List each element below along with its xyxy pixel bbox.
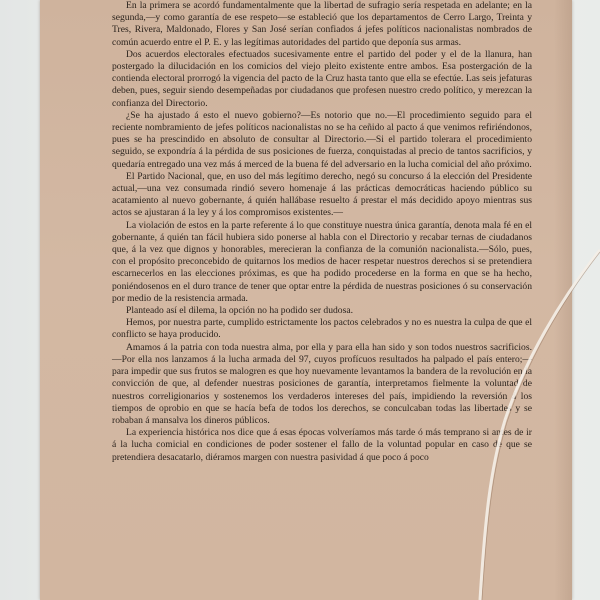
paragraph-9: La experiencia histórica nos dice que á esas épocas volveríamos más tarde ó más temprano si antes de ir á la lucha comicial en condiciones de poder sostener el fallo de la voluntad popular en caso de que se pretendiera desacatarlo, diéramos margen con nuestra pasividad á que poco á poco: [112, 427, 532, 463]
paragraph-1: En la primera se acordó fundamentalmente que la libertad de sufragio sería respetada en adelante; en la segunda,—y como garantía de ese respeto—se estableció que los departamentos de Cerro Largo, Treinta y Tres, Rivera, Maldonado, Flores y San José serían confiados á jefes políticos nacionalistas nombrados de común acuerdo entre el P. E. y las legítimas autoridades del partido que deponía sus armas.: [112, 0, 532, 48]
paragraph-7: Hemos, por nuestra parte, cumplido estrictamente los pactos celebrados y no es nuestra la culpa de que el conflicto se haya producido.: [112, 317, 532, 341]
paragraph-3: ¿Se ha ajustado á esto el nuevo gobierno?—Es notorio que no.—El procedimiento seguido para el reciente nombramiento de jefes políticos nacionalistas no se ha ceñido al pacto á que venimos refiriéndonos, pues se ha prescindido en absoluto de consultar al Directorio.—Si el partido tolerara el procedimiento seguido, se expondría á la pérdida de sus posiciones de fuerza, conquistadas al precio de tantos sacrificios, y quedaría entregado una vez más á merced de la buena fé del adversario en la lucha comicial del año próximo.: [112, 109, 532, 170]
manifesto-text: [112, 0, 532, 464]
paragraph-5: La violación de estos en la parte referente á lo que constituye nuestra única garantía, denota mala fé en el gobernante, á quién tan fácil hubiera sido ponerse al habla con el Directorio y recabar ternas de ciudadanos que, á la vez que dignos y honorables, merecieran la confianza de la comunión nacionalista.—Sólo, pues, con el propósito preconcebido de quitarnos los medios de hacer respetar nuestros derechos si se pretendiera escarnecerlos en las elecciones próximas, es que ha podido procederse en la forma en que se ha hecho, poniéndosenos en el duro trance de tener que optar entre la pérdida de nuestras posiciones ó su conservación por medio de la resistencia armada.: [112, 219, 532, 304]
paragraph-4: El Partido Nacional, que, en uso del más legítimo derecho, negó su concurso á la elección del Presidente actual,—una vez consumada rindió severo homenaje á las prácticas democráticas haciendo público su acatamiento al nuevo gobernante, á quién hallábase resuelto á prestar el más decidido apoyo mientras sus actos se ajustaran á la ley y á los compromisos existentes.—: [112, 170, 532, 219]
paragraph-6: Planteado así el dilema, la opción no ha podido ser dudosa.: [126, 305, 353, 317]
paragraph-2: Dos acuerdos electorales efectuados sucesivamente entre el partido del poder y el de la llanura, han postergado la dilucidación en los comicios del viejo pleito existente entre ambos. Esa postergación de la contienda electoral prorrogó la vigencia del pacto de la Cruz hasta tanto que ella se efectúe. Las seis jefaturas deben, pues, seguir siendo desempeñadas por ciudadanos que profesen nuestro credo político, y merezcan la confianza del Directorio.: [112, 48, 532, 109]
page-edge-shadow: [554, 0, 572, 600]
paragraph-8: Amamos á la patria con toda nuestra alma, por ella y para ella han sido y son todos nuestros sacrificios.—Por ella nos lanzamos á la lucha armada del 97, cuyos profícuos resultados ha palpado el país entero;—para impedir que sus frutos se malogren es que hoy nuevamente levantamos la bandera de la revolución en la convicción de que, al defender nuestras posiciones de garantía, interpretamos fielmente la voluntad de nuestros correligionarios y sostenemos los verdaderos intereses del país, impidiendo la reversión á los tiempos de oprobio en que se hacía befa de todos los derechos, se conculcaban todas las libertades y se robaban á mansalva los dineros públicos.: [112, 341, 532, 426]
printed-page: [40, 0, 572, 600]
